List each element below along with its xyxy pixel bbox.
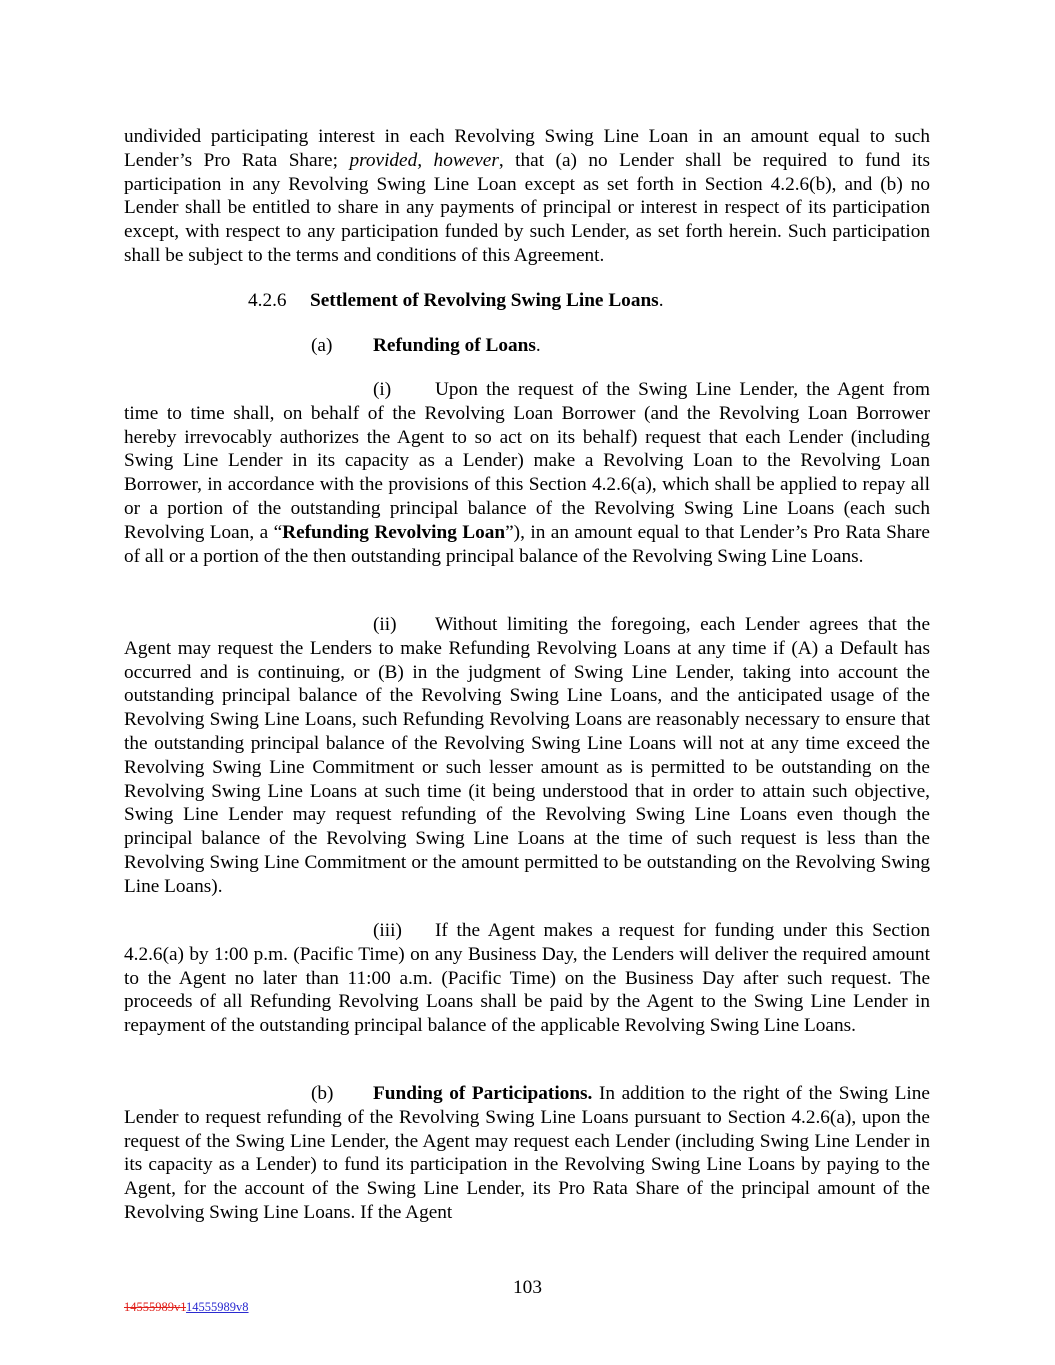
section-number: 4.2.6 <box>248 290 287 311</box>
clause-i-text-before: Upon the request of the Swing Line Lender, the Agent from time to time shall, on behalf of the Revolving Loan Borrower (and the Revolving Loan Borrower hereby irrevocably authorizes the Agent to so act on its behalf) request that each Lender (including Swing Line Lender in its capacity as a Lender) make a Revolving Loan to the Revolving Loan Borrower, in accordance with the provisions of this Section 4.2.6(a), which shall be applied to repay all or a portion of the outstanding principal balance of the Revolving Swing Line Loans (each such Revolving Loan, a “ <box>124 379 930 543</box>
clause-ii-paragraph <box>124 613 930 899</box>
section-heading <box>248 289 664 313</box>
intro-paragraph <box>124 125 930 268</box>
clause-i-label: (i) <box>373 379 392 400</box>
intro-text-after: , that (a) no Lender shall be required to fund its participation in any Revolving Swing Line Loan except as set forth in Section 4.2.6(b), and (b) no Lender shall be entitled to share in any payments of principal or interest in respect of its participation except, with respect to any participation funded by such Lender, as set forth herein. Such participation shall be subject to the terms and conditions of this Agreement. <box>124 149 930 266</box>
clause-i-paragraph <box>124 378 930 568</box>
clause-ii-text: Without limiting the foregoing, each Lender agrees that the Agent may request the Lenders to make Refunding Revolving Loans at any time if (A) a Default has occurred and is continuing, or (B) in the judgment of Swing Line Lender, taking into account the outstanding principal balance of the Revolving Swing Line Loans, and the anticipated usage of the Revolving Swing Line Loans, such Refunding Revolving Loans are reasonably necessary to ensure that the outstanding principal balance of the Revolving Swing Line Loans will not at any time exceed the Revolving Swing Line Commitment or such lesser amount as is permitted to be outstanding on the Revolving Swing Line Loans at such time (it being understood that in order to attain such objective, Swing Line Lender may request refunding of the Revolving Swing Line Loans even though the principal balance of the Revolving Swing Line Loans at the time of such request is less than the Revolving Swing Line Commitment or the amount permitted to be outstanding on the Revolving Swing Line Loans). <box>124 614 930 897</box>
document-id <box>124 1296 249 1320</box>
intro-italic: provided, however <box>349 149 499 171</box>
clause-i-text-after: ”), in an amount equal to that Lender’s Pro Rata Share of all or a portion of the then outstanding principal balance of the Revolving Swing Line Loans. <box>124 521 930 567</box>
clause-iii-text: If the Agent makes a request for funding under this Section 4.2.6(a) by 1:00 p.m. (Pacific Time) on any Business Day, the Lenders will deliver the required amount to the Agent no later than 11:00 a.m. (Pacific Time) on the Business Day after such request. The proceeds of all Refunding Revolving Loans shall be paid by the Agent to the Swing Line Lender in repayment of the outstanding principal balance of the applicable Revolving Swing Line Loans. <box>124 920 930 1037</box>
clause-ii-label: (ii) <box>373 614 397 635</box>
subsection-b-label: (b) <box>311 1083 334 1104</box>
subsection-a-period: . <box>535 335 541 356</box>
subsection-a-label: (a) <box>311 335 333 356</box>
section-title: Settlement of Revolving Swing Line Loans <box>310 290 659 311</box>
subsection-a-title: Refunding of Loans <box>373 335 536 356</box>
subsection-b-text: In addition to the right of the Swing Line Lender to request refunding of the Revolving Swing Line Loans pursuant to Section 4.2.6(a), upon the request of the Swing Line Lender, the Agent may request each Lender (including Swing Line Lender in its capacity as a Lender) to fund its participation in the Revolving Swing Line Loans by paying to the Agent, for the account of the Swing Line Lender, its Pro Rata Share of the principal amount of the Revolving Swing Line Loans. If the Agent <box>124 1083 930 1223</box>
clause-iii-paragraph <box>124 919 930 1038</box>
document-id-new: 14555989v8 <box>186 1300 249 1314</box>
document-id-old: 14555989v1 <box>124 1300 187 1314</box>
clause-iii-label: (iii) <box>373 920 402 941</box>
clause-i-bold: Refunding Revolving Loan <box>282 521 506 543</box>
section-period: . <box>658 290 664 311</box>
subsection-b-paragraph <box>124 1082 930 1225</box>
intro-text-before: undivided participating interest in each Revolving Swing Line Loan in an amount equal to such Lender’s Pro Rata Share; <box>124 126 930 171</box>
page-number: 103 <box>513 1277 542 1298</box>
subsection-a-heading <box>311 334 541 358</box>
subsection-b-title: Funding of Participations. <box>373 1083 593 1104</box>
